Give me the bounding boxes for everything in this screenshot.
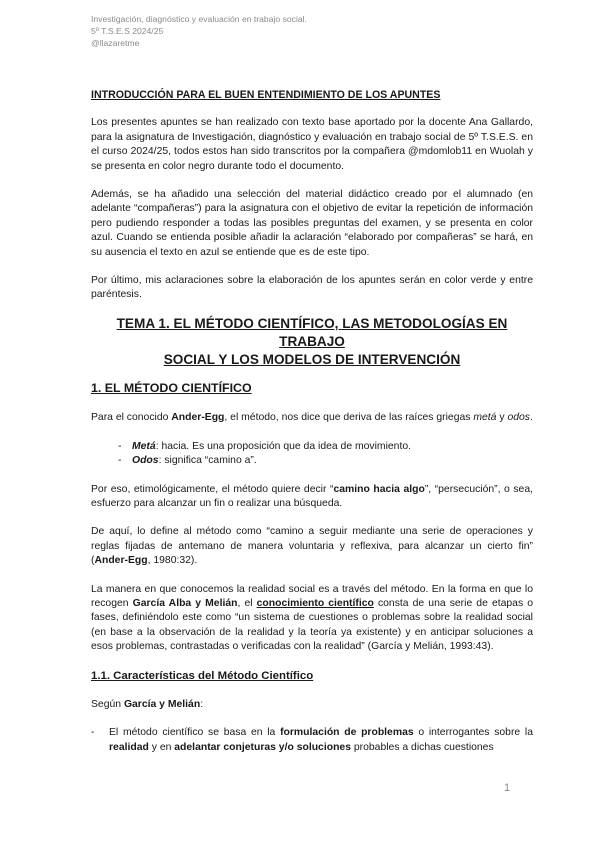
bold-run: adelantar conjeturas y/o soluciones: [174, 741, 351, 753]
text-run: y en: [148, 741, 175, 753]
section-paragraph-4: [91, 583, 533, 655]
dash-marker: -: [118, 455, 122, 467]
list-text: : significa “camino a”.: [158, 455, 257, 467]
section-title: 1. EL MÉTODO CIENTÍFICO: [91, 380, 252, 395]
dash-marker: -: [91, 727, 95, 739]
subsection-title: 1.1. Características del Método Científico: [91, 669, 314, 682]
chapter-title-line-1: TEMA 1. EL MÉTODO CIENTÍFICO, LAS METODOLOGÍAS EN TRABAJO: [116, 315, 508, 349]
text-run: consta de una serie de etapas o fases, definiéndolo este como “un sistema de cuestiones o problemas sobre la realidad social (en base a la observación de la realidad y la teoría ya existente) y en anticipar soluciones a esos problemas, contrastadas o verificadas con la realidad” (García y Melián, 1993:43).: [91, 597, 534, 653]
text-run: , el: [237, 597, 257, 609]
text-run: probables a dichas cuestiones: [350, 741, 494, 753]
text-run: Por eso, etimológicamente, el método quiere decir “: [91, 483, 334, 495]
bold-run: García Alba y Melián: [132, 597, 238, 609]
text-run: , el método, nos dice que deriva de las raíces griegas: [224, 412, 474, 424]
intro-title: INTRODUCCIÓN PARA EL BUEN ENTENDIMIENTO DE LOS APUNTES: [91, 89, 441, 101]
chapter-title: [91, 315, 533, 369]
list-item: [91, 726, 533, 755]
subsection-paragraph-1: [91, 698, 533, 712]
header-year: 5º T.S.E.S 2024/25: [91, 26, 164, 36]
text-run: Para el conocido: [91, 412, 172, 424]
section-paragraph-3: [91, 525, 533, 568]
bold-run: realidad: [109, 741, 149, 753]
text-run: :: [200, 698, 204, 710]
text-run: y: [496, 412, 508, 424]
page-number: 1: [504, 782, 511, 794]
intro-paragraph-3: Por último, mis aclaraciones sobre la elaboración de los apuntes serán en color verde y entre paréntesis.: [91, 275, 533, 301]
section-paragraph-1: [91, 411, 533, 425]
bold-underline-run: conocimiento científico: [256, 597, 374, 609]
list-term: Odos: [132, 455, 159, 467]
intro-paragraph-1: Los presentes apuntes se han realizado con texto base aportado por la docente Ana Gallardo, para la asignatura de Investigación, diagnóstico y evaluación en trabajo social de 5º T.S.E.S. en el curso 2024/25, todos estos han sido transcritos por la compañera @mdomlob11 en Wuolah y se presenta en color negro durante todo el documento.: [91, 117, 533, 172]
intro-paragraph-2: Además, se ha añadido una selección del material didáctico creado por el alumnado (en adelante “compañeras”) para la asignatura con el objetivo de evitar la repetición de información pero pudiendo responder a todas las posibles preguntas del examen, y se presenta en color azul. Cuando se entienda posible añadir la aclaración “elaborado por compañeras” se hará, en su ausencia el texto en azul se entiende que es de este tipo.: [91, 189, 533, 258]
bold-run: formulación de problemas: [280, 727, 414, 739]
text-run: .: [530, 412, 533, 424]
text-run: La manera en que conocemos la realidad social es a través del método. En la forma en que lo recogen: [91, 583, 533, 609]
text-run: El método científico se basa en la: [109, 727, 281, 739]
text-run: De aquí, lo define al método como “camino a seguir mediante una serie de operaciones y reglas fijadas de antemano de manera voluntaria y reflexiva, para alcanzar un cierto fin” (: [91, 526, 533, 567]
list-text: : hacia. Es una proposición que da idea de movimiento.: [155, 440, 411, 452]
header-author: @llazaretme: [91, 38, 140, 48]
italic-run: odos: [507, 412, 530, 424]
list-term: Metá: [132, 440, 156, 452]
list-item: [91, 440, 533, 454]
header-course: Investigación, diagnóstico y evaluación en trabajo social.: [91, 14, 307, 24]
chapter-title-line-2: SOCIAL Y LOS MODELOS DE INTERVENCIÓN: [163, 351, 461, 367]
bold-run: Ander-Egg: [171, 412, 225, 424]
text-run: ”, “persecución”, o sea, esfuerzo para alcanzar un fin o realizar una búsqueda.: [91, 483, 533, 509]
bold-run: Ander-Egg: [94, 555, 148, 567]
section-paragraph-2: [91, 483, 533, 512]
etymology-list: [91, 440, 533, 469]
text-run: , 1980:32).: [147, 555, 198, 567]
list-item: [91, 454, 533, 468]
page-header: [91, 13, 307, 49]
bold-run: García y Melián: [123, 698, 201, 710]
characteristics-list: [91, 726, 533, 755]
dash-marker: -: [118, 440, 122, 452]
document-body: [91, 88, 533, 769]
italic-run: metá: [473, 412, 497, 424]
bold-run: camino hacia algo: [333, 483, 425, 495]
text-run: o interrogantes sobre la: [413, 727, 533, 739]
text-run: Según: [91, 698, 124, 710]
